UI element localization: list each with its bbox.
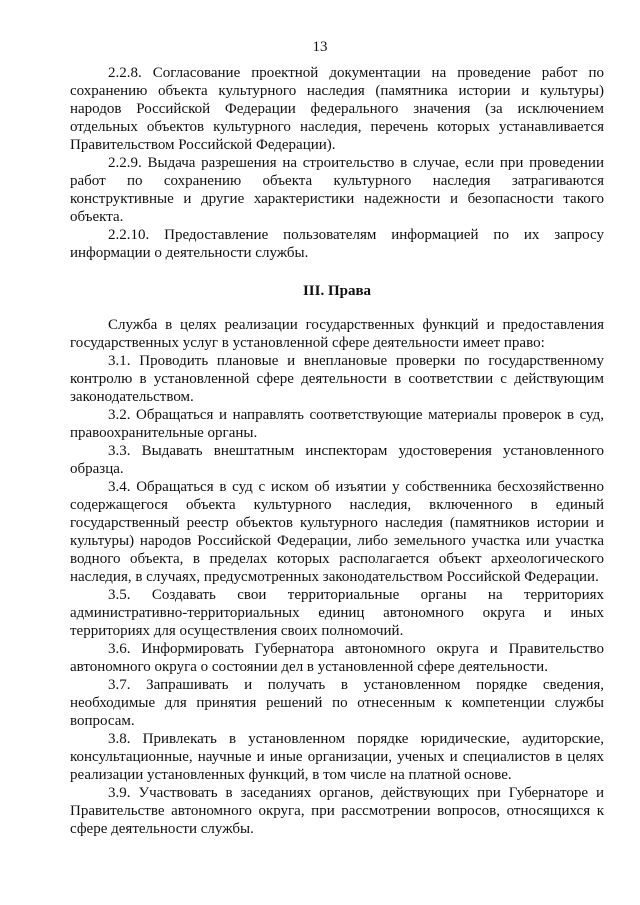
paragraph-3-2: 3.2. Обращаться и направлять соответствующие материалы проверок в суд, правоохранительные органы.: [70, 407, 604, 441]
paragraph-3-8: 3.8. Привлекать в установленном порядке юридические, аудиторские, консультационные, научные и иные организации, ученых и специалистов в целях реализации установленных функций, в том числе на платной основе.: [70, 731, 604, 783]
paragraph-3-6: 3.6. Информировать Губернатора автономного округа и Правительство автономного округа о состоянии дел в установленной сфере деятельности.: [70, 641, 604, 675]
paragraph-3-9: 3.9. Участвовать в заседаниях органов, действующих при Губернаторе и Правительстве автономного округа, при рассмотрении вопросов, относящихся к сфере деятельности службы.: [70, 785, 604, 837]
paragraph-2-2-9: 2.2.9. Выдача разрешения на строительство в случае, если при проведении работ по сохранению объекта культурного наследия затрагиваются конструктивные и другие характеристики надежности и безопасности такого объекта.: [70, 155, 604, 225]
paragraph-3-7: 3.7. Запрашивать и получать в установленном порядке сведения, необходимые для принятия решений по отнесенным к компетенции службы вопросам.: [70, 677, 604, 729]
paragraph-3-4: 3.4. Обращаться в суд с иском об изъятии у собственника бесхозяйственно содержащегося объекта культурного наследия, включенного в единый государственный реестр объектов культурного наследия (памятников истории и культуры) народов Российской Федерации, либо земельного участка или участка водного объекта, в пределах которых располагается объект археологического наследия, в случаях, предусмотренных законодательством Российской Федерации.: [70, 479, 604, 585]
document-body: [70, 64, 604, 838]
paragraph-intro: Служба в целях реализации государственных функций и предоставления государственных услуг в установленной сфере деятельности имеет право:: [70, 317, 604, 351]
paragraph-2-2-8: 2.2.8. Согласование проектной документации на проведение работ по сохранению объекта культурного наследия (памятника истории и культуры) народов Российской Федерации федерального значения (за исключением отдельных объектов культурного наследия, перечень которых устанавливается Правительством Российской Федерации).: [70, 65, 604, 153]
paragraph-3-5: 3.5. Создавать свои территориальные органы на территориях административно-территориальных единиц автономного округа и иных территориях для осуществления своих полномочий.: [70, 587, 604, 639]
paragraph-3-3: 3.3. Выдавать внештатным инспекторам удостоверения установленного образца.: [70, 443, 604, 477]
paragraph-2-2-10: 2.2.10. Предоставление пользователям информацией по их запросу информации о деятельности службы.: [70, 227, 604, 261]
page-number: 13: [312, 39, 328, 55]
section-title: III. Права: [302, 283, 372, 299]
paragraph-3-1: 3.1. Проводить плановые и внеплановые проверки по государственному контролю в установленной сфере деятельности в соответствии с действующим законодательством.: [70, 353, 604, 405]
